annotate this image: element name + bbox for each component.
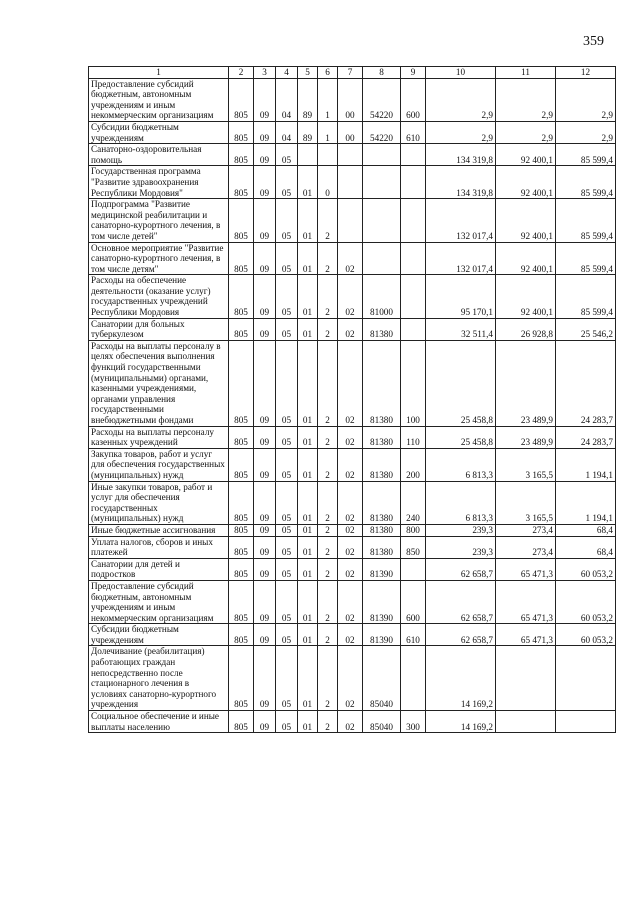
header-cell: 4	[276, 67, 298, 79]
cell-c7: 02	[338, 242, 363, 275]
cell-c6: 1	[318, 78, 338, 121]
cell-c8: 85040	[363, 711, 401, 733]
cell-c4: 05	[276, 646, 298, 711]
cell-c10: 14 169,2	[426, 646, 496, 711]
cell-c7	[338, 166, 363, 199]
cell-c11: 65 471,3	[496, 558, 556, 580]
cell-c7: 02	[338, 624, 363, 646]
cell-c4: 05	[276, 426, 298, 448]
cell-c11: 3 165,5	[496, 448, 556, 481]
cell-c11: 26 928,8	[496, 318, 556, 340]
cell-c2: 805	[229, 524, 254, 536]
cell-c3: 09	[254, 121, 276, 143]
cell-c10: 6 813,3	[426, 448, 496, 481]
cell-c6: 2	[318, 275, 338, 318]
table-row	[89, 340, 616, 426]
header-cell: 7	[338, 67, 363, 79]
cell-c5: 01	[298, 558, 318, 580]
cell-c11: 65 471,3	[496, 624, 556, 646]
cell-c11: 92 400,1	[496, 199, 556, 242]
cell-c2: 805	[229, 558, 254, 580]
cell-c7: 02	[338, 318, 363, 340]
cell-c3: 09	[254, 448, 276, 481]
row-name: Долечивание (реабилитация) работающих граждан непосредственно после стационарного лечения в условиях санаторно-курортного учреждения	[89, 646, 229, 711]
cell-c12: 85 599,4	[556, 166, 616, 199]
cell-c4: 05	[276, 340, 298, 426]
cell-c11: 23 489,9	[496, 426, 556, 448]
cell-c7: 02	[338, 448, 363, 481]
cell-c12	[556, 711, 616, 733]
cell-c12: 85 599,4	[556, 275, 616, 318]
cell-c10: 14 169,2	[426, 711, 496, 733]
cell-c4: 05	[276, 580, 298, 623]
cell-c10: 2,9	[426, 121, 496, 143]
cell-c11: 92 400,1	[496, 242, 556, 275]
cell-c6: 1	[318, 121, 338, 143]
cell-c2: 805	[229, 199, 254, 242]
cell-c8: 81380	[363, 536, 401, 558]
row-name: Подпрограмма "Развитие медицинской реабилитации и санаторно-курортного лечения, в том числе детей"	[89, 199, 229, 242]
cell-c4: 04	[276, 78, 298, 121]
header-cell: 8	[363, 67, 401, 79]
cell-c2: 805	[229, 426, 254, 448]
cell-c7: 02	[338, 711, 363, 733]
cell-c11	[496, 711, 556, 733]
cell-c6: 0	[318, 166, 338, 199]
cell-c8: 81390	[363, 580, 401, 623]
cell-c6: 2	[318, 711, 338, 733]
cell-c7: 00	[338, 121, 363, 143]
cell-c3: 09	[254, 711, 276, 733]
cell-c3: 09	[254, 646, 276, 711]
cell-c2: 805	[229, 78, 254, 121]
cell-c5: 01	[298, 536, 318, 558]
cell-c9: 850	[401, 536, 426, 558]
cell-c4: 05	[276, 624, 298, 646]
row-name: Санаторно-оздоровительная помощь	[89, 144, 229, 166]
table-row	[89, 166, 616, 199]
cell-c4: 05	[276, 144, 298, 166]
cell-c4: 05	[276, 536, 298, 558]
cell-c8: 81380	[363, 340, 401, 426]
header-cell: 10	[426, 67, 496, 79]
cell-c12: 1 194,1	[556, 481, 616, 524]
cell-c10: 2,9	[426, 78, 496, 121]
cell-c9	[401, 166, 426, 199]
header-cell: 5	[298, 67, 318, 79]
cell-c5: 01	[298, 275, 318, 318]
cell-c9: 600	[401, 78, 426, 121]
table-row	[89, 242, 616, 275]
cell-c3: 09	[254, 524, 276, 536]
table-row	[89, 121, 616, 143]
cell-c4: 05	[276, 558, 298, 580]
cell-c9	[401, 242, 426, 275]
cell-c4: 05	[276, 711, 298, 733]
cell-c2: 805	[229, 624, 254, 646]
cell-c12: 25 546,2	[556, 318, 616, 340]
cell-c3: 09	[254, 275, 276, 318]
page-number: 359	[583, 34, 604, 49]
row-name: Санатории для больных туберкулезом	[89, 318, 229, 340]
cell-c10: 25 458,8	[426, 340, 496, 426]
cell-c12: 60 053,2	[556, 558, 616, 580]
cell-c10: 134 319,8	[426, 166, 496, 199]
cell-c3: 09	[254, 78, 276, 121]
cell-c5: 01	[298, 481, 318, 524]
cell-c7: 02	[338, 524, 363, 536]
cell-c4: 05	[276, 166, 298, 199]
cell-c10: 25 458,8	[426, 426, 496, 448]
table-row	[89, 711, 616, 733]
cell-c9: 100	[401, 340, 426, 426]
cell-c7: 02	[338, 481, 363, 524]
cell-c4: 05	[276, 448, 298, 481]
cell-c7: 00	[338, 78, 363, 121]
cell-c3: 09	[254, 558, 276, 580]
cell-c6: 2	[318, 340, 338, 426]
cell-c12: 68,4	[556, 524, 616, 536]
cell-c5: 01	[298, 199, 318, 242]
cell-c9: 610	[401, 624, 426, 646]
cell-c5: 01	[298, 340, 318, 426]
header-row	[89, 67, 616, 79]
cell-c2: 805	[229, 121, 254, 143]
row-name: Расходы на выплаты персоналу казенных учреждений	[89, 426, 229, 448]
cell-c6: 2	[318, 242, 338, 275]
header-cell: 9	[401, 67, 426, 79]
header-cell: 2	[229, 67, 254, 79]
row-name: Расходы на выплаты персоналу в целях обеспечения выполнения функций государственными (муниципальными) органами, казенными учреждениями, органами управления государственными внебюджетными фондами	[89, 340, 229, 426]
table-row	[89, 646, 616, 711]
cell-c10: 134 319,8	[426, 144, 496, 166]
table-row	[89, 448, 616, 481]
cell-c7: 02	[338, 340, 363, 426]
cell-c9: 600	[401, 580, 426, 623]
cell-c11: 92 400,1	[496, 166, 556, 199]
header-cell: 1	[89, 67, 229, 79]
cell-c6: 2	[318, 624, 338, 646]
cell-c2: 805	[229, 536, 254, 558]
cell-c2: 805	[229, 646, 254, 711]
cell-c3: 09	[254, 536, 276, 558]
cell-c4: 05	[276, 275, 298, 318]
cell-c4: 05	[276, 318, 298, 340]
cell-c6: 2	[318, 558, 338, 580]
row-name: Расходы на обеспечение деятельности (оказание услуг) государственных учреждений Республики Мордовия	[89, 275, 229, 318]
cell-c10: 62 658,7	[426, 558, 496, 580]
cell-c5: 01	[298, 318, 318, 340]
cell-c5: 01	[298, 524, 318, 536]
cell-c11: 92 400,1	[496, 144, 556, 166]
cell-c3: 09	[254, 340, 276, 426]
cell-c11: 3 165,5	[496, 481, 556, 524]
cell-c9: 200	[401, 448, 426, 481]
cell-c3: 09	[254, 166, 276, 199]
table-row	[89, 318, 616, 340]
cell-c7	[338, 199, 363, 242]
cell-c12: 2,9	[556, 121, 616, 143]
cell-c5: 01	[298, 166, 318, 199]
cell-c8: 81390	[363, 558, 401, 580]
cell-c11: 273,4	[496, 524, 556, 536]
cell-c2: 805	[229, 275, 254, 318]
cell-c10: 95 170,1	[426, 275, 496, 318]
table-row	[89, 580, 616, 623]
cell-c3: 09	[254, 481, 276, 524]
cell-c5: 89	[298, 121, 318, 143]
cell-c3: 09	[254, 624, 276, 646]
cell-c8: 54220	[363, 78, 401, 121]
row-name: Уплата налогов, сборов и иных платежей	[89, 536, 229, 558]
cell-c5: 01	[298, 580, 318, 623]
cell-c4: 05	[276, 199, 298, 242]
cell-c8: 81380	[363, 481, 401, 524]
cell-c8: 85040	[363, 646, 401, 711]
cell-c9	[401, 558, 426, 580]
header-cell: 3	[254, 67, 276, 79]
cell-c9: 240	[401, 481, 426, 524]
cell-c5: 01	[298, 624, 318, 646]
table-row	[89, 624, 616, 646]
cell-c3: 09	[254, 199, 276, 242]
table-row	[89, 78, 616, 121]
cell-c9	[401, 275, 426, 318]
cell-c11: 2,9	[496, 121, 556, 143]
cell-c11: 2,9	[496, 78, 556, 121]
row-name: Субсидии бюджетным учреждениям	[89, 121, 229, 143]
cell-c9: 610	[401, 121, 426, 143]
cell-c9: 800	[401, 524, 426, 536]
cell-c11: 92 400,1	[496, 275, 556, 318]
cell-c2: 805	[229, 580, 254, 623]
cell-c9	[401, 646, 426, 711]
table-row	[89, 275, 616, 318]
cell-c6: 2	[318, 426, 338, 448]
cell-c10: 62 658,7	[426, 580, 496, 623]
cell-c5: 01	[298, 242, 318, 275]
cell-c3: 09	[254, 426, 276, 448]
cell-c10: 132 017,4	[426, 199, 496, 242]
cell-c7: 02	[338, 558, 363, 580]
cell-c9: 110	[401, 426, 426, 448]
cell-c12: 85 599,4	[556, 199, 616, 242]
row-name: Иные закупки товаров, работ и услуг для обеспечения государственных (муниципальных) нужд	[89, 481, 229, 524]
cell-c2: 805	[229, 448, 254, 481]
table-row	[89, 558, 616, 580]
cell-c10: 32 511,4	[426, 318, 496, 340]
cell-c9	[401, 144, 426, 166]
cell-c8	[363, 199, 401, 242]
cell-c5: 01	[298, 426, 318, 448]
cell-c2: 805	[229, 166, 254, 199]
cell-c5	[298, 144, 318, 166]
cell-c3: 09	[254, 144, 276, 166]
row-name: Государственная программа "Развитие здравоохранения Республики Мордовия"	[89, 166, 229, 199]
cell-c7: 02	[338, 580, 363, 623]
cell-c6: 2	[318, 199, 338, 242]
cell-c8	[363, 166, 401, 199]
cell-c5: 01	[298, 448, 318, 481]
cell-c7	[338, 144, 363, 166]
cell-c10: 132 017,4	[426, 242, 496, 275]
header-cell: 6	[318, 67, 338, 79]
cell-c4: 05	[276, 242, 298, 275]
cell-c2: 805	[229, 340, 254, 426]
cell-c12: 24 283,7	[556, 340, 616, 426]
cell-c8: 81380	[363, 448, 401, 481]
cell-c10: 239,3	[426, 524, 496, 536]
cell-c8	[363, 242, 401, 275]
cell-c12: 1 194,1	[556, 448, 616, 481]
header-cell: 12	[556, 67, 616, 79]
cell-c5: 89	[298, 78, 318, 121]
table-row	[89, 426, 616, 448]
cell-c9: 300	[401, 711, 426, 733]
table-body	[89, 78, 616, 733]
cell-c7: 02	[338, 275, 363, 318]
row-name: Субсидии бюджетным учреждениям	[89, 624, 229, 646]
cell-c8	[363, 144, 401, 166]
table-row	[89, 481, 616, 524]
cell-c8: 81380	[363, 524, 401, 536]
cell-c2: 805	[229, 242, 254, 275]
row-name: Социальное обеспечение и иные выплаты населению	[89, 711, 229, 733]
cell-c11: 23 489,9	[496, 340, 556, 426]
cell-c6: 2	[318, 318, 338, 340]
cell-c4: 04	[276, 121, 298, 143]
cell-c2: 805	[229, 711, 254, 733]
cell-c6: 2	[318, 646, 338, 711]
cell-c6: 2	[318, 536, 338, 558]
cell-c12: 60 053,2	[556, 580, 616, 623]
row-name: Предоставление субсидий бюджетным, автономным учреждениям и иным некоммерческим организациям	[89, 78, 229, 121]
cell-c8: 54220	[363, 121, 401, 143]
cell-c9	[401, 318, 426, 340]
cell-c10: 62 658,7	[426, 624, 496, 646]
cell-c2: 805	[229, 481, 254, 524]
table-row	[89, 144, 616, 166]
cell-c8: 81380	[363, 318, 401, 340]
cell-c6: 2	[318, 481, 338, 524]
row-name: Закупка товаров, работ и услуг для обеспечения государственных (муниципальных) нужд	[89, 448, 229, 481]
cell-c6: 2	[318, 524, 338, 536]
cell-c7: 02	[338, 646, 363, 711]
cell-c11: 273,4	[496, 536, 556, 558]
cell-c5: 01	[298, 711, 318, 733]
cell-c12: 60 053,2	[556, 624, 616, 646]
cell-c4: 05	[276, 524, 298, 536]
budget-table	[88, 66, 616, 733]
cell-c10: 239,3	[426, 536, 496, 558]
cell-c8: 81380	[363, 426, 401, 448]
cell-c11: 65 471,3	[496, 580, 556, 623]
header-cell: 11	[496, 67, 556, 79]
cell-c12: 85 599,4	[556, 144, 616, 166]
cell-c12: 24 283,7	[556, 426, 616, 448]
cell-c6: 2	[318, 448, 338, 481]
cell-c3: 09	[254, 242, 276, 275]
cell-c8: 81000	[363, 275, 401, 318]
table-row	[89, 199, 616, 242]
cell-c8: 81390	[363, 624, 401, 646]
cell-c12: 68,4	[556, 536, 616, 558]
cell-c6	[318, 144, 338, 166]
row-name: Санатории для детей и подростков	[89, 558, 229, 580]
cell-c3: 09	[254, 580, 276, 623]
row-name: Основное мероприятие "Развитие санаторно-курортного лечения, в том числе детям"	[89, 242, 229, 275]
cell-c2: 805	[229, 318, 254, 340]
cell-c7: 02	[338, 536, 363, 558]
cell-c10: 6 813,3	[426, 481, 496, 524]
cell-c12	[556, 646, 616, 711]
cell-c9	[401, 199, 426, 242]
table-row	[89, 536, 616, 558]
cell-c7: 02	[338, 426, 363, 448]
cell-c12: 2,9	[556, 78, 616, 121]
row-name: Предоставление субсидий бюджетным, автономным учреждениям и иным некоммерческим организациям	[89, 580, 229, 623]
cell-c3: 09	[254, 318, 276, 340]
cell-c6: 2	[318, 580, 338, 623]
cell-c2: 805	[229, 144, 254, 166]
table-row	[89, 524, 616, 536]
cell-c11	[496, 646, 556, 711]
cell-c4: 05	[276, 481, 298, 524]
cell-c12: 85 599,4	[556, 242, 616, 275]
row-name: Иные бюджетные ассигнования	[89, 524, 229, 536]
cell-c5: 01	[298, 646, 318, 711]
